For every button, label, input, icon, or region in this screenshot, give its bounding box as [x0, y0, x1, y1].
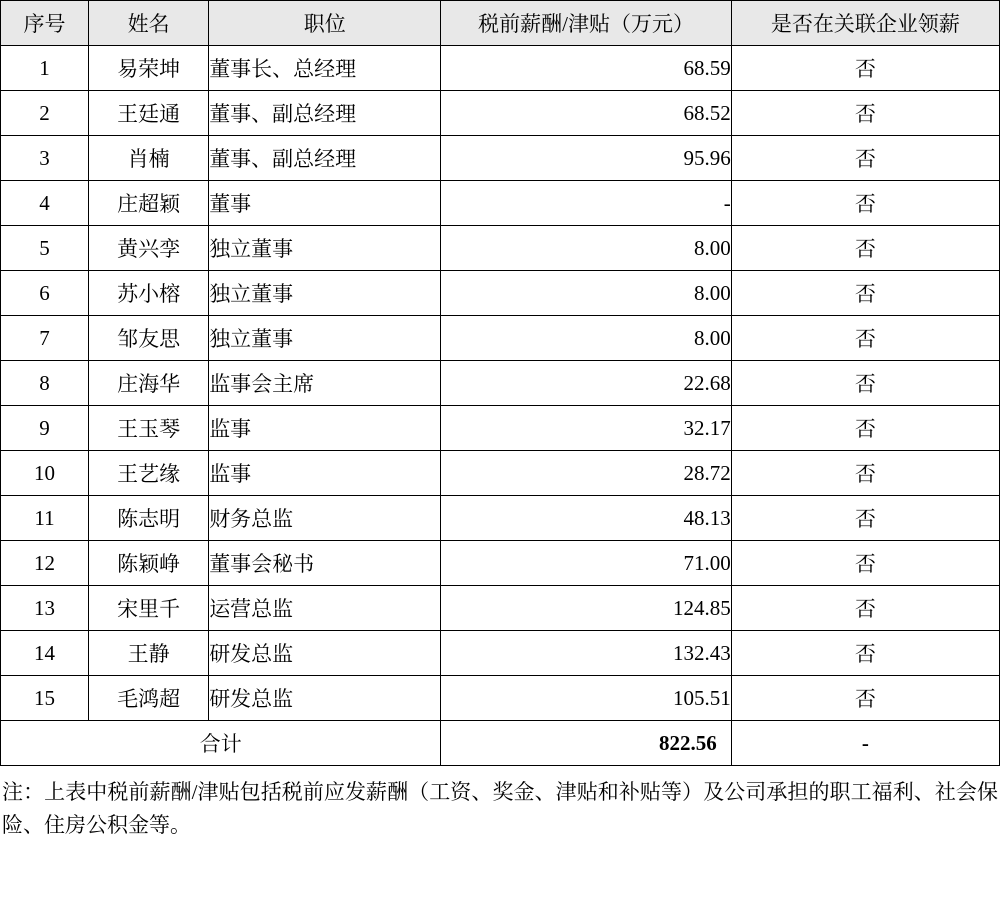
cell-name: 邹友思	[89, 316, 209, 361]
cell-index: 1	[1, 46, 89, 91]
cell-index: 5	[1, 226, 89, 271]
cell-position: 独立董事	[209, 316, 441, 361]
cell-pay: 22.68	[441, 361, 731, 406]
table-row	[1, 46, 1000, 91]
cell-position: 监事	[209, 451, 441, 496]
table-row	[1, 586, 1000, 631]
cell-index: 12	[1, 541, 89, 586]
cell-related: 否	[731, 271, 999, 316]
table-header-row	[1, 1, 1000, 46]
cell-name: 苏小榕	[89, 271, 209, 316]
cell-pay: 8.00	[441, 316, 731, 361]
table-body	[1, 46, 1000, 766]
cell-pay: 8.00	[441, 271, 731, 316]
cell-index: 9	[1, 406, 89, 451]
cell-pay: 68.59	[441, 46, 731, 91]
table-row	[1, 676, 1000, 721]
cell-pay: 32.17	[441, 406, 731, 451]
cell-pay: 95.96	[441, 136, 731, 181]
cell-name: 黄兴孪	[89, 226, 209, 271]
cell-position: 监事会主席	[209, 361, 441, 406]
cell-related: 否	[731, 676, 999, 721]
cell-index: 10	[1, 451, 89, 496]
total-label: 合计	[1, 721, 441, 766]
table-row	[1, 406, 1000, 451]
total-related: -	[731, 721, 999, 766]
cell-index: 7	[1, 316, 89, 361]
cell-related: 否	[731, 406, 999, 451]
cell-name: 毛鸿超	[89, 676, 209, 721]
cell-name: 陈颖峥	[89, 541, 209, 586]
table-row	[1, 181, 1000, 226]
cell-position: 董事、副总经理	[209, 91, 441, 136]
cell-position: 董事	[209, 181, 441, 226]
table-note	[0, 776, 1000, 841]
cell-index: 14	[1, 631, 89, 676]
cell-index: 11	[1, 496, 89, 541]
column-header-pretax-pay: 税前薪酬/津贴（万元）	[441, 1, 731, 46]
table-row	[1, 541, 1000, 586]
cell-pay: 71.00	[441, 541, 731, 586]
table-header	[1, 1, 1000, 46]
cell-pay: -	[441, 181, 731, 226]
column-header-name: 姓名	[89, 1, 209, 46]
cell-name: 陈志明	[89, 496, 209, 541]
column-header-position: 职位	[209, 1, 441, 46]
cell-index: 6	[1, 271, 89, 316]
cell-position: 运营总监	[209, 586, 441, 631]
cell-index: 13	[1, 586, 89, 631]
cell-pay: 28.72	[441, 451, 731, 496]
column-header-index: 序号	[1, 1, 89, 46]
table-row	[1, 361, 1000, 406]
cell-index: 8	[1, 361, 89, 406]
cell-name: 王玉琴	[89, 406, 209, 451]
cell-position: 董事长、总经理	[209, 46, 441, 91]
cell-pay: 8.00	[441, 226, 731, 271]
cell-index: 2	[1, 91, 89, 136]
cell-name: 庄超颖	[89, 181, 209, 226]
cell-name: 肖楠	[89, 136, 209, 181]
cell-related: 否	[731, 451, 999, 496]
cell-name: 宋里千	[89, 586, 209, 631]
cell-index: 15	[1, 676, 89, 721]
cell-related: 否	[731, 361, 999, 406]
total-pay: 822.56	[441, 721, 731, 766]
cell-related: 否	[731, 46, 999, 91]
cell-position: 董事、副总经理	[209, 136, 441, 181]
cell-position: 研发总监	[209, 676, 441, 721]
cell-related: 否	[731, 226, 999, 271]
table-row	[1, 271, 1000, 316]
cell-name: 王廷通	[89, 91, 209, 136]
cell-related: 否	[731, 541, 999, 586]
cell-name: 王静	[89, 631, 209, 676]
cell-name: 庄海华	[89, 361, 209, 406]
cell-related: 否	[731, 91, 999, 136]
cell-related: 否	[731, 316, 999, 361]
table-note-text: 注：上表中税前薪酬/津贴包括税前应发薪酬（工资、奖金、津贴和补贴等）及公司承担的职工福利、社会保险、住房公积金等。	[2, 780, 998, 837]
cell-position: 独立董事	[209, 271, 441, 316]
cell-index: 4	[1, 181, 89, 226]
table-row	[1, 496, 1000, 541]
cell-pay: 105.51	[441, 676, 731, 721]
table-row	[1, 91, 1000, 136]
table-row	[1, 136, 1000, 181]
cell-position: 财务总监	[209, 496, 441, 541]
cell-position: 独立董事	[209, 226, 441, 271]
cell-pay: 124.85	[441, 586, 731, 631]
cell-name: 易荣坤	[89, 46, 209, 91]
cell-position: 研发总监	[209, 631, 441, 676]
cell-pay: 68.52	[441, 91, 731, 136]
cell-related: 否	[731, 136, 999, 181]
cell-related: 否	[731, 586, 999, 631]
cell-related: 否	[731, 496, 999, 541]
table-row	[1, 451, 1000, 496]
cell-index: 3	[1, 136, 89, 181]
cell-related: 否	[731, 181, 999, 226]
cell-position: 董事会秘书	[209, 541, 441, 586]
cell-name: 王艺缘	[89, 451, 209, 496]
cell-position: 监事	[209, 406, 441, 451]
table-row	[1, 226, 1000, 271]
cell-related: 否	[731, 631, 999, 676]
cell-pay: 48.13	[441, 496, 731, 541]
column-header-related: 是否在关联企业领薪	[731, 1, 999, 46]
table-total-row	[1, 721, 1000, 766]
table-row	[1, 631, 1000, 676]
table-row	[1, 316, 1000, 361]
cell-pay: 132.43	[441, 631, 731, 676]
